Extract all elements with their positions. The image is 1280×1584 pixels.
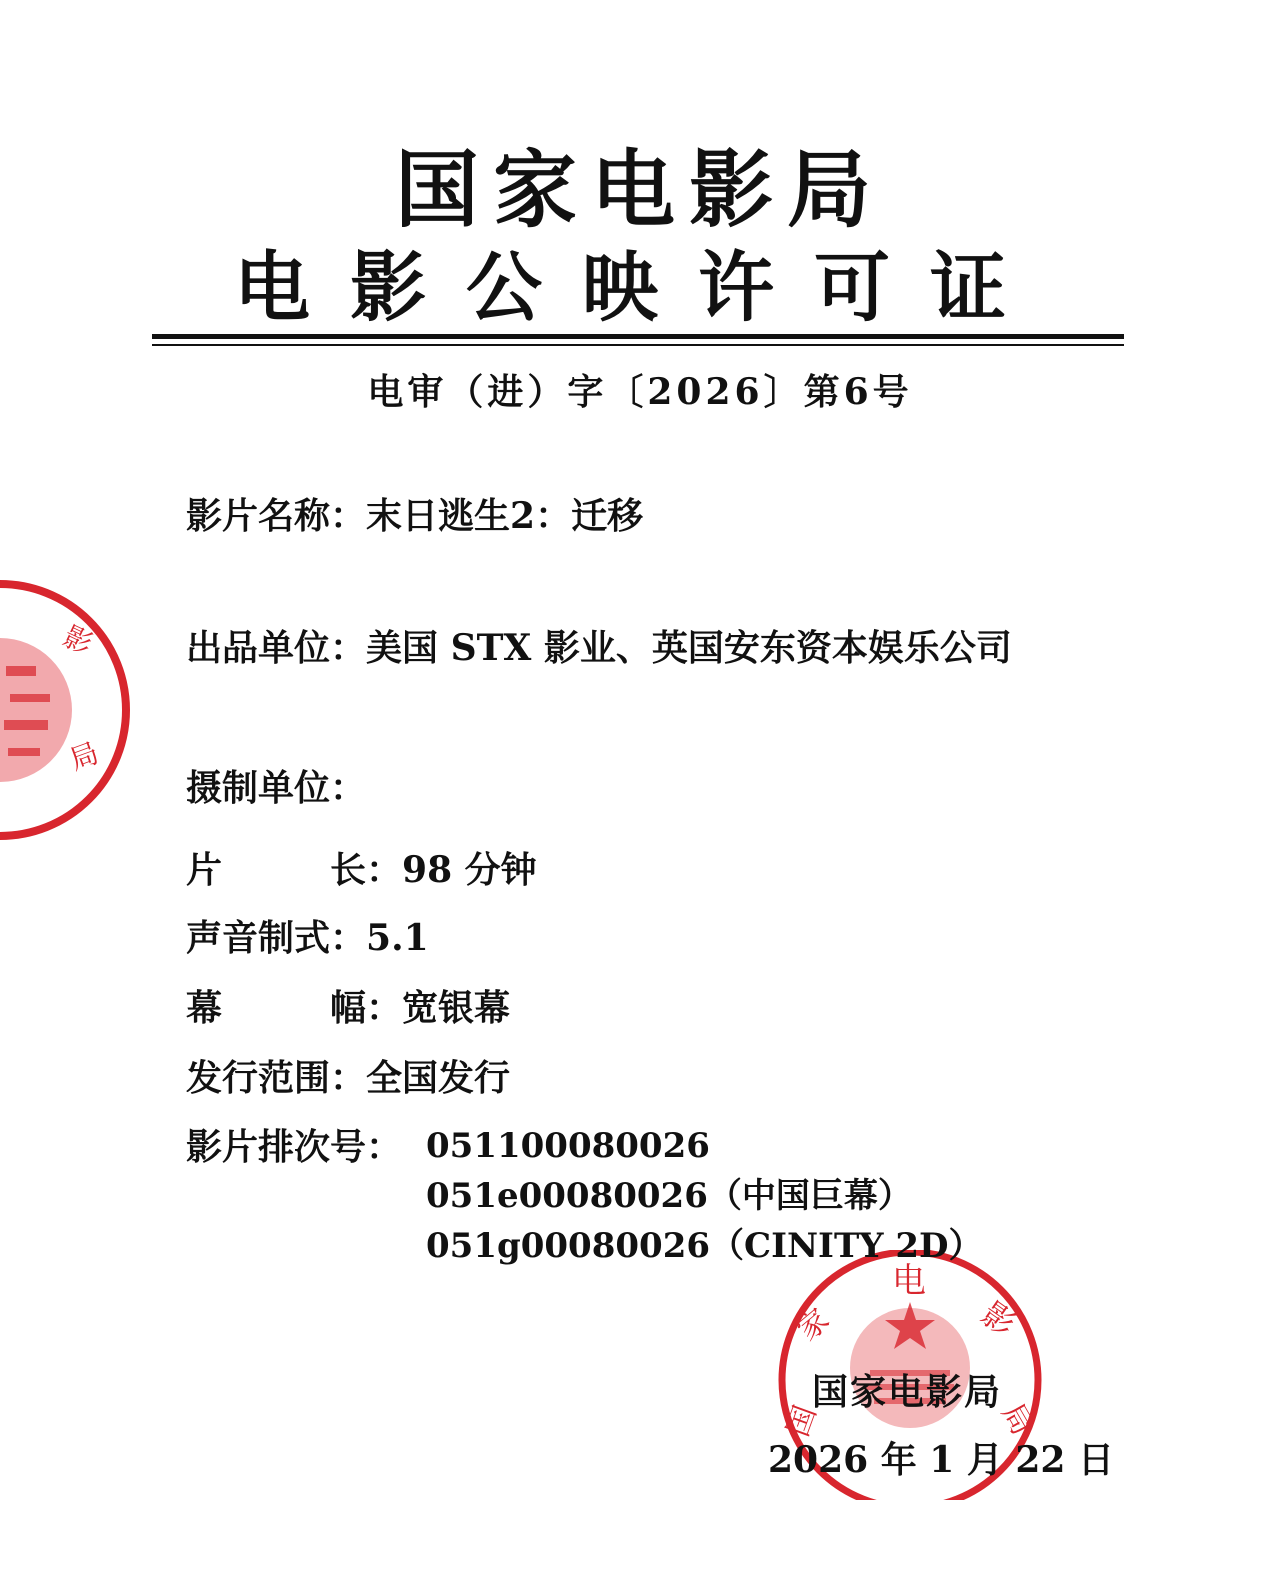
field-label: 幕幅 bbox=[186, 988, 366, 1029]
seal-char-left-lower: 国 bbox=[780, 1401, 824, 1442]
field-label: 影片名称 bbox=[186, 496, 331, 537]
issue-date: 2026 年 1 月 22 日 bbox=[768, 1439, 1115, 1481]
field-screen: 幕幅：宽银幕 bbox=[186, 987, 511, 1029]
field-label: 发行范围 bbox=[186, 1058, 331, 1099]
field-production: 摄制单位： bbox=[186, 768, 367, 809]
title-rule-thin bbox=[152, 344, 1124, 346]
field-label: 片长 bbox=[186, 850, 366, 891]
field-sound: 声音制式：5.1 bbox=[186, 917, 429, 959]
field-value: 美国 STX 影业、英国安东资本娱乐公司 bbox=[366, 627, 1012, 669]
field-distribution: 发行范围：全国发行 bbox=[186, 1057, 511, 1099]
field-producer: 出品单位：美国 STX 影业、英国安东资本娱乐公司 bbox=[186, 627, 1012, 669]
field-batch: 影片排次号： bbox=[186, 1127, 403, 1168]
title-rule-thick bbox=[152, 334, 1124, 339]
field-value: 98 分钟 bbox=[402, 849, 537, 891]
seal-char-1: 影 bbox=[58, 619, 98, 662]
field-value: 宽银幕 bbox=[402, 987, 511, 1029]
field-value: 5.1 bbox=[366, 917, 429, 959]
document-number: 电审（进）字〔2026〕第6号 bbox=[367, 371, 913, 413]
seal-char-top: 电 bbox=[892, 1261, 926, 1301]
field-length: 片长：98 分钟 bbox=[186, 849, 537, 891]
seal-char-left-upper: 家 bbox=[790, 1301, 837, 1349]
partial-official-seal-left bbox=[0, 570, 140, 850]
field-label: 声音制式 bbox=[186, 918, 331, 959]
seal-char-2: 局 bbox=[65, 736, 103, 777]
batch-number-2: 051e00080026（中国巨幕） bbox=[426, 1176, 912, 1216]
batch-number-1: 051100080026 bbox=[426, 1126, 710, 1166]
field-label: 出品单位 bbox=[186, 628, 331, 669]
issuer-name: 国家电影局 bbox=[812, 1371, 1003, 1413]
agency-name: 国家电影局 bbox=[394, 141, 885, 239]
document-title: 电影公映许可证 bbox=[234, 243, 1046, 332]
field-value: 全国发行 bbox=[366, 1057, 511, 1099]
seal-char-right: 影 bbox=[974, 1294, 1023, 1344]
batch-number-3: 051g00080026（CINITY 2D） bbox=[426, 1226, 983, 1266]
seal-char-right-lower: 局 bbox=[994, 1397, 1040, 1442]
field-value: 末日逃生2：迁移 bbox=[366, 495, 644, 537]
field-label: 影片排次号 bbox=[186, 1127, 367, 1168]
field-label: 摄制单位 bbox=[186, 768, 331, 809]
field-film-name: 影片名称：末日逃生2：迁移 bbox=[186, 495, 644, 537]
